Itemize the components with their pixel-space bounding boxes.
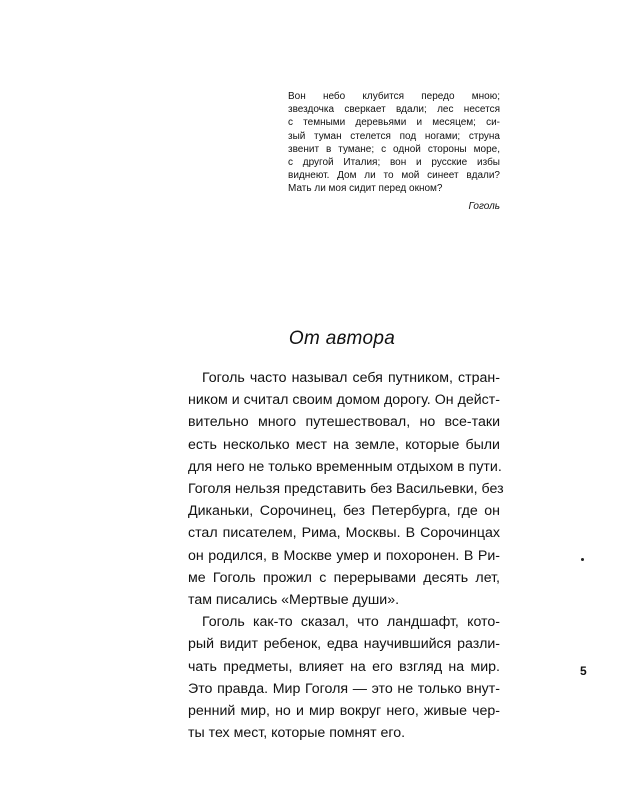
epigraph [288, 90, 500, 213]
print-speck [581, 558, 584, 561]
body-line: стал писателем, Рима, Москвы. В Сорочинцах [188, 525, 500, 542]
body-line: есть несколько мест на земле, которые были [188, 436, 500, 453]
epigraph-line: Вон небо клубится передо мною; [288, 91, 500, 102]
body-line: Диканьки, Сорочинец, без Петербурга, где он [188, 503, 500, 520]
epigraph-line: Мать ли моя сидит перед окном? [288, 183, 443, 195]
body-line: ме Гоголь прожил с перерывами десять лет, [188, 569, 500, 586]
epigraph-line: звенит в тумане; с одной стороны море, [288, 143, 500, 155]
body-line: рый видит ребенок, едва научившийся разли- [188, 636, 500, 653]
epigraph-line: виднеют. Дом ли то мой синеет вдали? [288, 170, 500, 182]
body-line: чать предметы, влияет на его взгляд на мир. [188, 658, 500, 675]
page-number: 5 [580, 664, 587, 678]
body-text [188, 367, 504, 744]
epigraph-line: с темными деревьями и месяцем; си- [288, 117, 500, 129]
body-line: он родился, в Москве умер и похоронен. В Ри- [188, 547, 500, 564]
body-line: Гоголь часто называл себя путником, стран- [202, 370, 500, 386]
epigraph-author: Гоголь [468, 200, 500, 212]
body-line: Гоголь как-то сказал, что ландшафт, кото- [202, 614, 500, 631]
epigraph-line: зый туман стелется под ногами; струна [288, 130, 500, 142]
body-line: Гоголя нельзя представить без Васильевки, без [188, 481, 504, 498]
section-title: От автора [288, 328, 396, 349]
epigraph-line: звездочка сверкает вдали; лес несется [288, 104, 500, 116]
body-line: там писались «Мертвые души». [188, 592, 400, 609]
body-line: для него не только временным отдыхом в пути. [188, 458, 502, 475]
body-line: вительно много путешествовал, но все-таки [188, 414, 500, 431]
body-line: ренний мир, но и мир вокруг него, живые чер- [188, 703, 500, 720]
body-line: ты тех мест, которые помнят его. [188, 725, 406, 742]
epigraph-line: с другой Италия; вон и русские избы [288, 157, 500, 169]
body-line: ником и считал своим домом дорогу. Он дейст- [188, 392, 500, 409]
body-line: Это правда. Мир Гоголя — это не только внут- [188, 680, 500, 697]
